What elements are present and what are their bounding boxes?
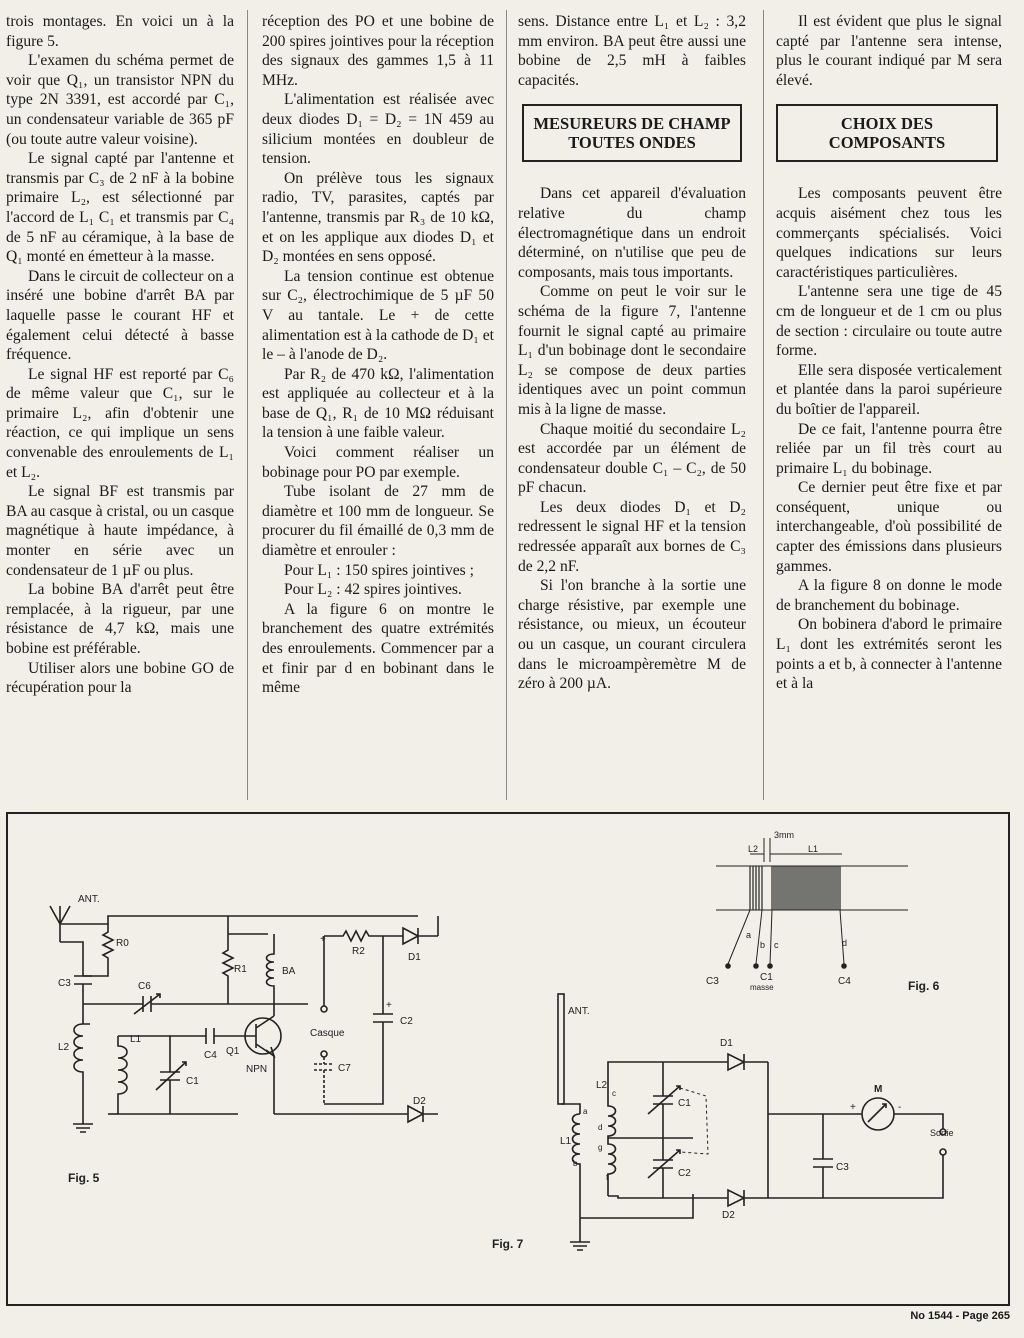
svg-text:C4: C4: [838, 976, 851, 987]
fig5-caption: Fig. 5: [68, 1171, 100, 1185]
svg-text:a: a: [583, 1107, 588, 1116]
text-column-2: [262, 12, 494, 698]
coil-windings: [750, 866, 840, 910]
svg-text:D1: D1: [720, 1038, 733, 1049]
diode-d2: [274, 1106, 438, 1122]
text-column-4: [776, 12, 1002, 694]
svg-text:g: g: [598, 1143, 603, 1152]
svg-text:C1: C1: [186, 1076, 199, 1087]
paragraph: sens. Distance entre L₁ et L₂ : 3,2 mm environ. BA peut être aussi une bobine de 2,5 mH à faibles capacités.: [518, 13, 746, 89]
page-footer: No 1544 - Page 265: [910, 1310, 1010, 1322]
svg-text:C3: C3: [706, 976, 719, 987]
paragraph: Par R₂ de 470 kΩ, l'alimentation est appliquée au collecteur et à la base de Q₁, R₁ de 10 MΩ réduisant la tension à une faible valeur.: [262, 365, 494, 442]
svg-text:d: d: [842, 938, 848, 948]
fig7-caption: Fig. 7: [492, 1237, 524, 1251]
diode-d2: [723, 1190, 768, 1206]
text-column-1: [6, 12, 234, 698]
text-column-3: [518, 12, 746, 694]
fig6-coil-drawing: [706, 830, 940, 993]
diode-d1: [723, 1054, 768, 1070]
svg-text:3mm: 3mm: [774, 830, 794, 840]
svg-text:C4: C4: [204, 1050, 217, 1061]
schematics: [8, 814, 1008, 1304]
inductor-l1: [573, 1114, 581, 1234]
svg-text:-: -: [898, 1102, 902, 1113]
column-divider: [763, 10, 764, 800]
svg-text:masse: masse: [750, 983, 774, 992]
svg-text:L1: L1: [560, 1136, 572, 1147]
paragraph: La tension continue est obtenue sur C₂, électrochimique de 5 µF 50 V au tantale. Le + de cette alimentation est à la cathode de D₁ et le – à l'anode de D₂.: [262, 267, 494, 364]
paragraph: A la figure 6 on montre le branchement des quatre extrémités des enroulements. Commencer par a et finir par d en bobinant dans le même: [262, 600, 494, 697]
svg-text:C1: C1: [678, 1098, 691, 1109]
svg-text:R1: R1: [234, 964, 247, 975]
svg-text:C2: C2: [678, 1168, 691, 1179]
paragraph: Comme on peut le voir sur le schéma de la figure 7, l'antenne fournit le signal capté au primaire L₁ d'un bobinage dont le secondaire L₂ se compose de deux parties identiques avec un point commun mis à la ligne de masse.: [518, 283, 746, 418]
paragraph: Les deux diodes D₁ et D₂ redressent le signal HF et la tension redressée apparaît aux bornes de C₃ de 2,2 nF.: [518, 498, 746, 575]
svg-text:R0: R0: [116, 938, 129, 949]
svg-text:b: b: [760, 940, 766, 950]
paragraph: Chaque moitié du secondaire L₂ est accordée par un élément de condensateur double C₁ – C₂, de 50 pF chacun.: [518, 420, 746, 497]
paragraph: Le signal capté par l'antenne et transmis par C₃ de 2 nF à la bobine primaire L₂, est sélectionné par l'accord de L₁ C₁ et transmis par C₄ de 5 nF au céramique, à la base de Q₁ monté en émetteur à la masse.: [6, 150, 234, 266]
label-casque: Casque: [310, 1028, 345, 1039]
section-heading-mesureurs: MESUREURS DE CHAMP TOUTES ONDES: [522, 104, 742, 162]
paragraph: L'alimentation est réalisée avec deux diodes D₁ = D₂ = 1N 459 au silicium montées en doubleur de tension.: [262, 91, 494, 168]
paragraph: De ce fait, l'antenne pourra être reliée par un fil très court au primaire L₁ du bobinage.: [776, 420, 1002, 477]
paragraph: Si l'on branche à la sortie une charge résistive, par exemple une résistance, ou mieux, un écouteur ou un casque, un courant circulera dans le microampèremètre M de zéro à 200 µA.: [518, 577, 746, 693]
svg-text:d: d: [598, 1123, 603, 1132]
svg-text:L1: L1: [130, 1034, 142, 1045]
svg-text:b: b: [573, 1159, 578, 1168]
svg-text:+: +: [850, 1102, 856, 1113]
svg-text:R2: R2: [352, 946, 365, 957]
paragraph: L'antenne sera une tige de 45 cm de longueur et de 1 cm ou plus de section : circulaire ou toute autre forme.: [776, 283, 1002, 360]
svg-text:+: +: [320, 934, 326, 945]
paragraph: Tube isolant de 27 mm de diamètre et 100 mm de longueur. Se procurer du fil émaillé de 0,3 mm de diamètre et enrouler :: [262, 483, 494, 560]
meter-m: [862, 1098, 894, 1130]
svg-text:Q1: Q1: [226, 1046, 240, 1057]
svg-text:D2: D2: [413, 1096, 426, 1107]
svg-text:c: c: [612, 1089, 616, 1098]
paragraph: réception des PO et une bobine de 200 spires jointives pour la réception des signaux des gammes 1,5 à 11 MHz.: [262, 13, 494, 89]
capacitor-c3: [813, 1114, 833, 1198]
inductor-ba: [267, 934, 275, 1004]
capacitor-c2: [653, 1138, 673, 1198]
paragraph: Elle sera disposée verticalement et plantée dans la paroi supérieure du boîtier de l'appareil.: [776, 361, 1002, 418]
fig6-caption: Fig. 6: [908, 979, 940, 993]
svg-text:C6: C6: [138, 981, 151, 992]
paragraph: Le signal HF est reporté par C₆ de même valeur que C₁, sur le primaire L₂, afin d'obtenir une réaction, ce qui implique un sens convenable des enroulements de L₁ et L₂.: [6, 365, 234, 481]
paragraph: On prélève tous les signaux radio, TV, parasites, captés par l'antenne, transmis par R₃ de 10 kΩ, et on les applique aux diodes D₁ et D₂ montées en sens opposé.: [262, 169, 494, 266]
paragraph: Pour L₁ : 150 spires jointives ;: [284, 561, 474, 579]
paragraph: Pour L₂ : 42 spires jointives.: [284, 581, 462, 599]
svg-text:D1: D1: [408, 952, 421, 963]
svg-text:L2: L2: [596, 1080, 608, 1091]
paragraph: L'examen du schéma permet de voir que Q₁, un transistor NPN du type 2N 3391, est accordé par C₁, un condensateur variable de 365 pF (ou toute autre valeur voisine).: [6, 52, 234, 148]
capacitor-c4: [206, 1028, 214, 1044]
paragraph: Il est évident que plus le signal capté par l'antenne sera intense, plus le courant indiqué par M sera élevé.: [776, 13, 1002, 89]
svg-text:C3: C3: [836, 1162, 849, 1173]
svg-text:L2: L2: [58, 1042, 70, 1053]
fig5-label-ant: ANT.: [78, 894, 100, 905]
resistor-r1: [223, 934, 233, 1004]
svg-text:NPN: NPN: [246, 1064, 268, 1075]
section-heading-choix: CHOIX DES COMPOSANTS: [776, 104, 998, 162]
svg-text:L1: L1: [808, 844, 819, 854]
paragraph: Les composants peuvent être acquis aisément chez tous les commerçants spécialisés. Voici quelques indications sur leurs caractéristiques particulières.: [776, 185, 1002, 281]
svg-text:L2: L2: [748, 844, 759, 854]
paragraph: On bobinera d'abord le primaire L₁ dont les extrémités seront les points a et b, à connecter à l'antenne et à la: [776, 616, 1002, 693]
paragraph: La bobine BA d'arrêt peut être remplacée, à la rigueur, par une résistance de 4,7 kΩ, mais une bobine est préférable.: [6, 581, 234, 657]
svg-text:C2: C2: [400, 1016, 413, 1027]
svg-text:a: a: [746, 930, 752, 940]
paragraph: Le signal BF est transmis par BA au casque à cristal, ou un casque magnétique à haute impédance, à monter en série avec un condensateur de 1 µF ou plus.: [6, 483, 234, 579]
capacitor-c2: [324, 936, 393, 1104]
column-divider: [247, 10, 248, 800]
svg-text:c: c: [774, 940, 779, 950]
fig7-schematic: [492, 994, 954, 1251]
svg-text:C3: C3: [58, 978, 71, 989]
label-sortie: Sortie: [930, 1128, 954, 1138]
svg-text:M: M: [874, 1084, 883, 1095]
paragraph: Voici comment réaliser un bobinage pour PO par exemple.: [262, 444, 494, 481]
svg-text:D2: D2: [722, 1210, 735, 1221]
svg-text:C1: C1: [760, 972, 773, 983]
paragraph: Dans le circuit de collecteur on a inséré une bobine d'arrêt BA par laquelle passe le courant HF et également celui détecté à basse fréquence.: [6, 267, 234, 364]
inductor-l1: [118, 1036, 238, 1114]
paragraph: Utiliser alors une bobine GO de récupération pour la: [6, 659, 234, 697]
inductor-l2: [74, 1024, 90, 1104]
diode-d1: [393, 928, 438, 944]
paragraph: A la figure 8 on donne le mode de branchement du bobinage.: [776, 577, 1002, 614]
ground-icon: [73, 1104, 93, 1132]
column-divider: [506, 10, 507, 800]
paragraph: Ce dernier peut être fixe et par conséquent, unique ou interchangeable, d'où possibilité de capter des émissions dans plusieurs gammes.: [776, 479, 1002, 575]
inductor-l2: [608, 1096, 616, 1196]
capacitor-c3: [74, 976, 92, 984]
resistor-r0: [103, 924, 113, 964]
paragraph: Dans cet appareil d'évaluation relative du champ électromagnétique dans un endroit déterminé, on n'utilise que peu de composants, mais tous importants.: [518, 185, 746, 281]
figures-frame: [6, 812, 1010, 1306]
fig5-schematic: [50, 894, 438, 1185]
svg-text:f: f: [606, 1173, 609, 1182]
svg-text:ANT.: ANT.: [568, 1006, 590, 1017]
paragraph: trois montages. En voici un à la figure 5.: [6, 13, 234, 50]
svg-text:BA: BA: [282, 966, 296, 977]
svg-text:C7: C7: [338, 1063, 351, 1074]
ground-icon: [570, 1234, 590, 1250]
svg-text:+: +: [386, 1000, 392, 1011]
